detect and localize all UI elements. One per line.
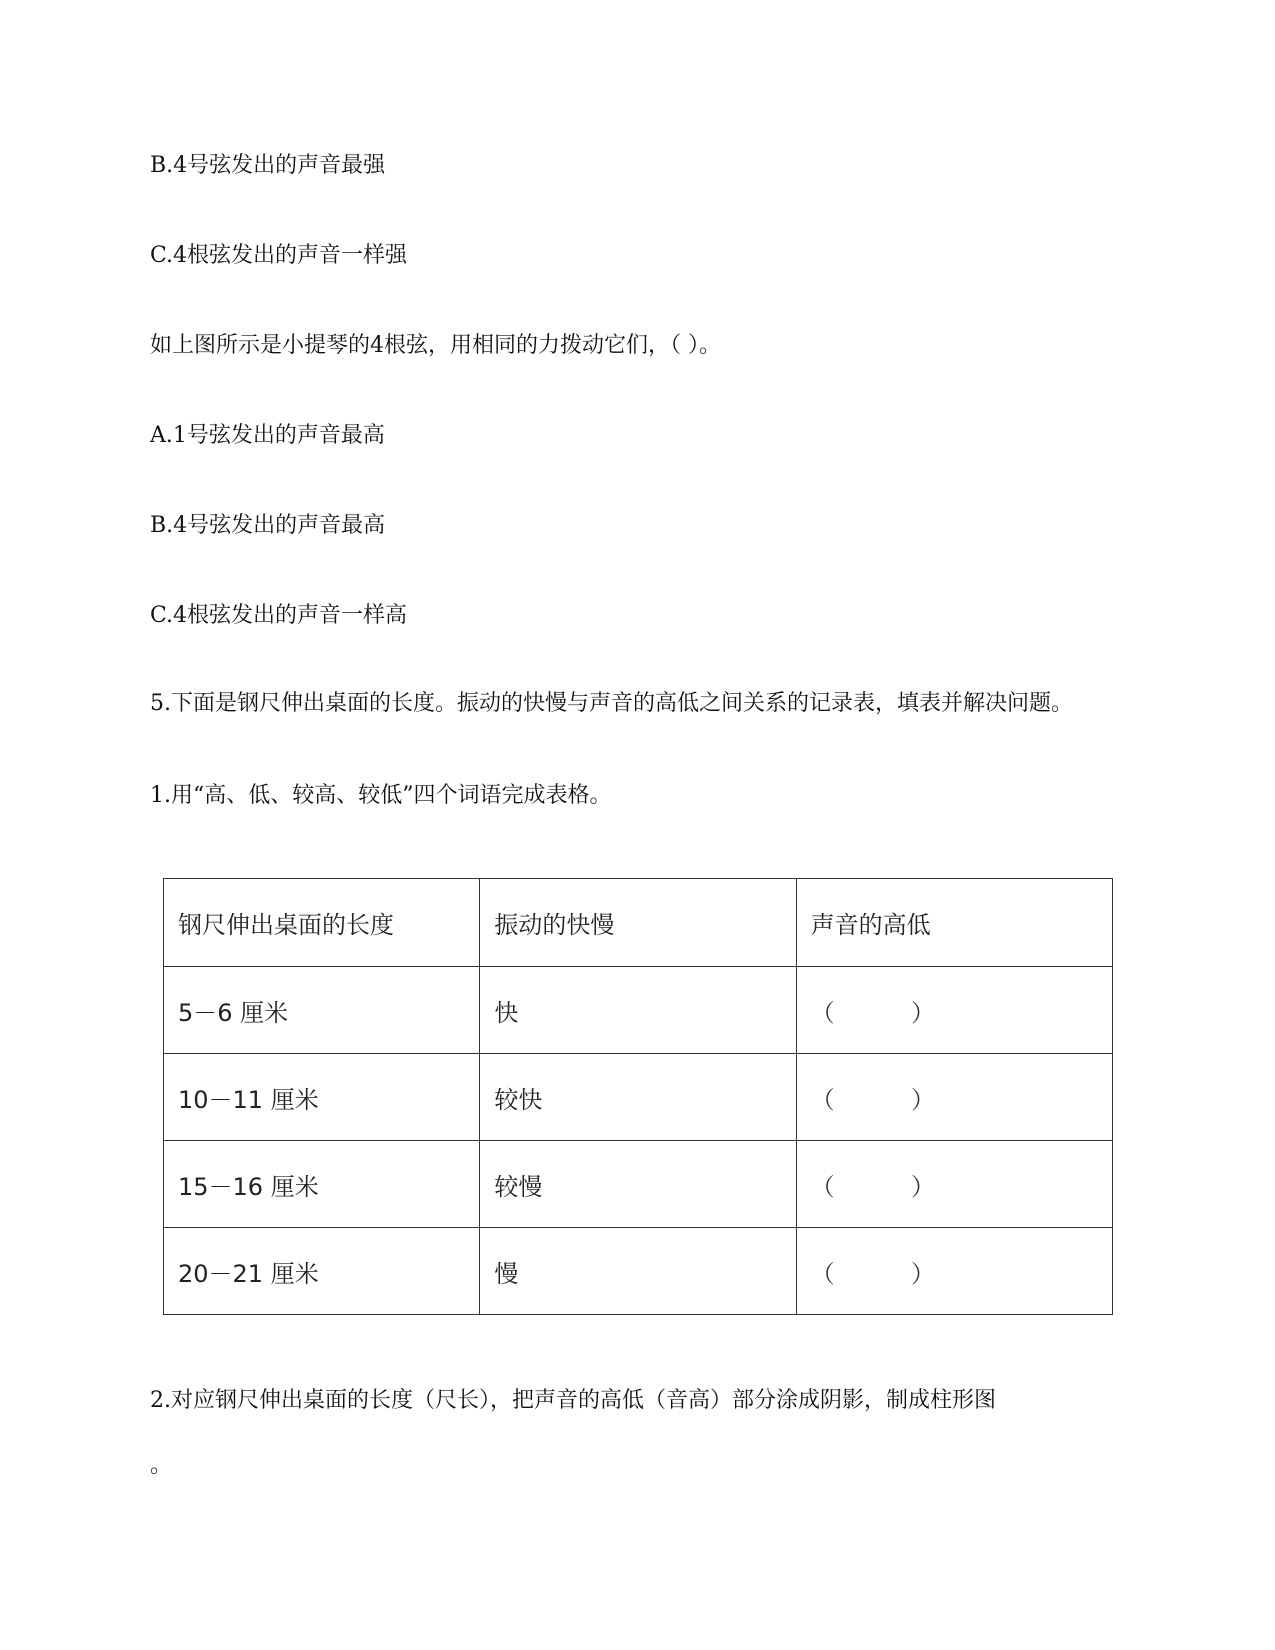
violin-option-c: C.4根弦发出的声音一样高 [150, 603, 408, 628]
cell-speed: 较快 [480, 1054, 796, 1141]
question-5-part-1: 1.用“高、低、较高、较低”四个词语完成表格。 [150, 783, 612, 808]
cell-pitch-blank[interactable]: （ ） [796, 1141, 1112, 1228]
cell-pitch-blank[interactable]: （ ） [796, 967, 1112, 1054]
steel-ruler-record-table [163, 878, 1113, 1315]
cell-pitch-blank[interactable]: （ ） [796, 1228, 1112, 1315]
table-row [164, 1054, 1113, 1141]
question-5-part-2-end: 。 [150, 1453, 173, 1478]
cell-speed: 较慢 [480, 1141, 796, 1228]
option-b-loudest: B.4号弦发出的声音最强 [150, 153, 386, 178]
violin-question-stem: 如上图所示是小提琴的4根弦，用相同的力拨动它们，（ ）。 [150, 333, 721, 358]
cell-length: 20－21 厘米 [164, 1228, 480, 1315]
cell-speed: 慢 [480, 1228, 796, 1315]
violin-option-b: B.4号弦发出的声音最高 [150, 513, 386, 538]
header-ruler-length: 钢尺伸出桌面的长度 [164, 879, 480, 967]
table-header-row [164, 879, 1113, 967]
cell-speed: 快 [480, 967, 796, 1054]
question-5-part-2: 2.对应钢尺伸出桌面的长度（尺长），把声音的高低（音高）部分涂成阴影，制成柱形图 [150, 1388, 996, 1413]
header-vibration-speed: 振动的快慢 [480, 879, 796, 967]
cell-length: 15－16 厘米 [164, 1141, 480, 1228]
cell-length: 5－6 厘米 [164, 967, 480, 1054]
table-row [164, 1141, 1113, 1228]
violin-option-a: A.1号弦发出的声音最高 [150, 423, 385, 448]
cell-length: 10－11 厘米 [164, 1054, 480, 1141]
question-5-stem: 5.下面是钢尺伸出桌面的长度。振动的快慢与声音的高低之间关系的记录表，填表并解决问题。 [150, 691, 1073, 716]
table-row [164, 1228, 1113, 1315]
option-c-equally-loud: C.4根弦发出的声音一样强 [150, 243, 408, 268]
cell-pitch-blank[interactable]: （ ） [796, 1054, 1112, 1141]
header-pitch: 声音的高低 [796, 879, 1112, 967]
table-row [164, 967, 1113, 1054]
